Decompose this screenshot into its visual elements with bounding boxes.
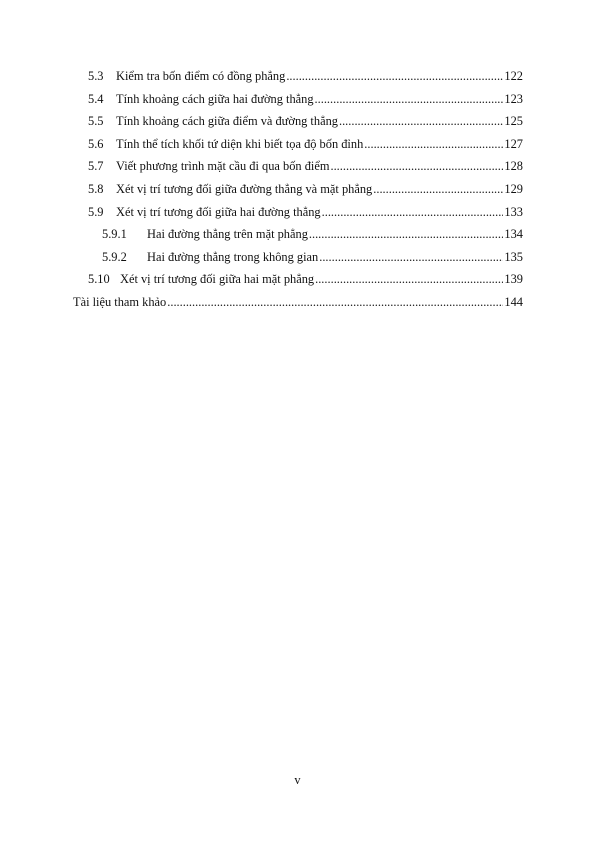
toc-dot-leader: [315, 272, 503, 287]
toc-entry-5-10[interactable]: [73, 272, 523, 295]
toc-entry-number: 5.4: [88, 91, 104, 106]
toc-entry-title: Xét vị trí tương đối giữa đường thẳng và mặt phẳng: [116, 181, 373, 196]
toc-dot-leader: [167, 295, 503, 310]
toc-dot-leader: [364, 137, 503, 152]
toc-entry-number: 5.9.2: [102, 249, 127, 264]
toc-entry-page: 135: [504, 249, 523, 264]
toc-entry-title: Tính khoảng cách giữa hai đường thẳng: [116, 91, 314, 106]
toc-entry-title: Kiểm tra bốn điểm có đồng phẳng: [116, 69, 286, 83]
toc-dot-leader: [319, 250, 503, 265]
toc-entry-title: Hai đường thẳng trong không gian: [147, 249, 319, 264]
toc-entry-title: Viết phương trình mặt cầu đi qua bốn điểm: [116, 159, 330, 174]
toc-entry-page: 139: [504, 272, 523, 287]
toc-dot-leader: [286, 69, 503, 84]
toc-entry-page: 134: [504, 227, 523, 242]
toc-entry-page: 129: [504, 181, 523, 196]
toc-entry-number: 5.6: [88, 136, 104, 151]
toc-dot-leader: [339, 114, 503, 129]
toc-entry-title: Xét vị trí tương đối giữa hai đường thẳng: [116, 204, 321, 219]
toc-entry-5-6[interactable]: [73, 137, 523, 160]
toc-entry-title: Tài liệu tham khảo: [73, 294, 167, 309]
toc-entry-number: 5.8: [88, 181, 104, 196]
toc-entry-number: 5.7: [88, 159, 104, 174]
toc-entry-number: 5.9.1: [102, 227, 127, 242]
toc-entry-number: 5.9: [88, 204, 104, 219]
toc-dot-leader: [309, 227, 504, 242]
toc-entry-5-9-1[interactable]: [73, 227, 523, 250]
toc-entry-number: 5.10: [88, 272, 110, 287]
toc-entry-page: 122: [504, 69, 523, 83]
table-of-contents: [73, 69, 523, 318]
toc-entry-5-5[interactable]: [73, 114, 523, 137]
toc-entry-page: 144: [504, 294, 523, 309]
toc-entry-number: 5.3: [88, 69, 104, 83]
toc-entry-page: 123: [504, 91, 523, 106]
toc-entry-5-4[interactable]: [73, 92, 523, 115]
toc-entry-5-8[interactable]: [73, 182, 523, 205]
toc-entry-title: Tính thể tích khối tứ diện khi biết tọa độ bốn đỉnh: [116, 136, 364, 151]
toc-entry-page: 133: [504, 204, 523, 219]
toc-entry-page: 125: [504, 114, 523, 129]
toc-dot-leader: [373, 182, 503, 197]
toc-entry-page: 128: [504, 159, 523, 174]
toc-dot-leader: [322, 205, 504, 220]
toc-entry-references[interactable]: [73, 295, 523, 318]
toc-entry-page: 127: [504, 136, 523, 151]
toc-entry-5-7[interactable]: [73, 159, 523, 182]
toc-entry-title: Hai đường thẳng trên mặt phẳng: [147, 227, 308, 242]
toc-dot-leader: [315, 92, 504, 107]
toc-entry-5-9-2[interactable]: [73, 250, 523, 273]
toc-entry-5-9[interactable]: [73, 205, 523, 228]
toc-entry-title: Xét vị trí tương đối giữa hai mặt phẳng: [120, 272, 315, 287]
toc-entry-number: 5.5: [88, 114, 104, 129]
toc-entry-title: Tính khoảng cách giữa điểm và đường thẳng: [116, 114, 338, 129]
toc-entry-5-3[interactable]: [73, 69, 523, 92]
toc-dot-leader: [330, 159, 503, 174]
page-number: v: [294, 773, 301, 787]
